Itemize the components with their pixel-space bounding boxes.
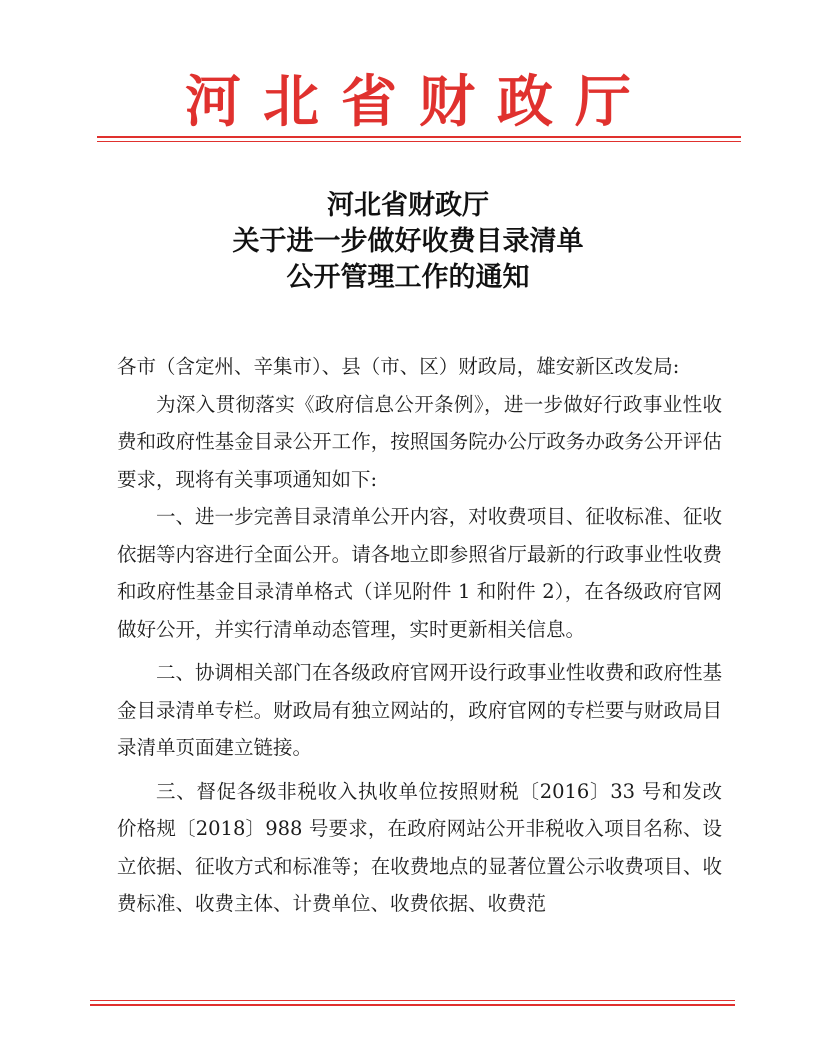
- paragraph-intro: 为深入贯彻落实《政府信息公开条例》，进一步做好行政事业性收费和政府性基金目录公开工作，按照国务院办公厅政务办政务公开评估要求，现将有关事项通知如下:: [117, 392, 722, 491]
- document-title-line1: 河北省财政厅: [327, 190, 489, 221]
- paragraph-item-2: 二、协调相关部门在各级政府官网开设行政事业性收费和政府性基金目录清单专栏。财政局有独立网站的，政府官网的专栏要与财政局目录清单页面建立链接。: [117, 661, 722, 759]
- document-title: [0, 188, 816, 296]
- letterhead-rule-thick: [97, 136, 741, 138]
- document-title-line3: 公开管理工作的通知: [286, 262, 530, 293]
- letterhead-rule-thin: [97, 141, 741, 142]
- letterhead-title: 河北省财政厅: [185, 69, 653, 135]
- document-body: [117, 348, 722, 923]
- paragraph-item-3: 三、督促各级非税收入执收单位按照财税〔2016〕33 号和发改价格规〔2018〕988 号要求，在政府网站公开非税收入项目名称、设立依据、征收方式和标准等；在收费地点的显著位置公示收费项目、收费标准、收费主体、计费单位、收费依据、收费范: [117, 779, 722, 915]
- salutation: 各市（含定州、辛集市）、县（市、区）财政局，雄安新区改发局:: [117, 355, 680, 378]
- paragraph-item-1: 一、进一步完善目录清单公开内容，对收费项目、征收标准、征收依据等内容进行全面公开。请各地立即参照省厅最新的行政事业性收费和政府性基金目录清单格式（详见附件 1 和附件 2），在各级政府官网做好公开，并实行清单动态管理，实时更新相关信息。: [117, 505, 722, 641]
- document-title-line2: 关于进一步做好收费目录清单: [232, 226, 584, 257]
- footer-rule-thin: [90, 1000, 735, 1001]
- footer-rule-thick: [90, 1004, 735, 1006]
